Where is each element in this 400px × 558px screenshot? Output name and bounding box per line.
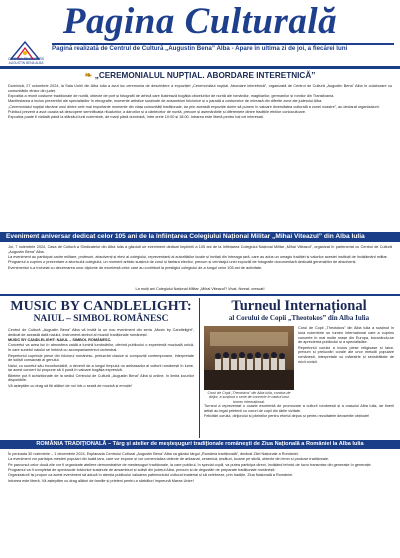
masthead-title: Pagina Culturală [62,1,338,42]
band2-text: ROMÂNIA TRADIȚIONALĂ – Târg și atelier de meșteșuguri tradiționale româneşti de Ziua Națională a României la Alba Iulia [36,441,364,447]
article1-body [8,84,392,230]
article5-paragraph: Pe parcursul celor două zile vor fi organizate ateliere demonstrative de meșteșuguri tradiționale, la care publicul, în special copiii, va putea participa direct, învățând tehnici de lucru transmise din generație în generație. [8,462,372,467]
article1-title: „CEREMONIALUL NUPȚIAL. ABORDARE INTERETNICĂ” [94,71,316,80]
traditional-fair-headline-band [0,440,400,449]
article3-paragraph: Repertoriul cuprinde piese din folclorul românesc, prelucrări clasice și compoziții contemporane, interpretate de soliști consacrați ai genului. [8,353,194,363]
article4-paragraph: Turneul a reprezentat o ocazie excelentă de promovare a culturii românești și a orașului Alba Iulia, iar tinerii artiști au legat prietenii cu coruri de copii din țările vizitate. [204,404,394,413]
article3-subtitle: NAIUL – SIMBOL ROMÂNESC [33,314,169,324]
article3-paragraph: Biletele pot fi achiziționate de la sediul Centrului de Cultură „Augustin Bena” Alba și online, în limita locurilor disponibile. [8,373,194,383]
article1-paragraph: Duminică, 27 octombrie 2024, la Sala Unirii din Alba Iulia a avut loc ceremonia de deschidere a expoziției „Ceremonialul nupțial. Abordare interetnică”, organizată de Centrul de Cultură „Augustin Bena” Alba în colaborare cu comunitățile etnice din județ. [8,84,392,93]
article4-paragraph: Corul de Copii „Theotokos” din Alba Iulia a susținut în luna noiembrie un turneu internațional care a cuprins concerte în mai multe orașe din Europa, bucurându-se de aprecierea publicului și a specialiștilor. [298,326,394,345]
article4-intro [298,326,394,392]
article3-paragraph: Centrul de Cultură „Augustin Bena” Alba vă invită la un nou eveniment din seria „Music by Candlelight”, dedicat de această dată naiului, instrument-simbol al muzicii tradiționale românești. [8,328,194,337]
article5-paragraph: În perioada 30 noiembrie – 1 decembrie 2024, Esplanada Centrului Cultural „Augustin Bena” Alba va găzdui târgul „România tradițională”, dedicat Zilei Naționale a României. [8,452,299,456]
article2-body [8,245,392,285]
article3-paragraph: Vă așteptăm cu drag să fiți alături de noi într-o seară de muzică și emoție! [8,383,132,388]
article2-paragraph: Programul a cuprins o prezentare a istoricului colegiului, un moment artistic susținut de corul și fanfara elevilor, precum și vernisajul unei expoziții de fotografie documentară dedicată generațiilor de absolvenți. [8,260,357,265]
article5-paragraph: Programul va fi completat de spectacole folclorice susținute de ansambluri și soliști din județul Alba, precum și de degustări de preparate tradiționale românești. [8,468,276,473]
article1-heading [0,70,400,81]
article5-paragraph: Intrarea este liberă. Vă așteptăm cu drag alături de familie și prieteni pentru a sărbători împreună Marea Unire! [8,478,194,483]
choir-photo-image [204,326,294,390]
article4-body [204,404,394,438]
article3-title: MUSIC BY CANDLELIGHT: [10,299,192,314]
article1-paragraph: Expoziția poate fi vizitată până la sfârșitul lunii noiembrie, de marți până duminică, între orele 10:00 și 18:00. Intrarea este liberă pentru toți cei interesați. [8,115,264,120]
article2-paragraph: Evenimentul s-a încheiat cu decernarea unor diplome de excelență celor care au contribuit la prestigiul colegiului de-a lungul celor 105 ani de activitate. [8,265,263,270]
article4-title: Turneul Internațional [231,298,367,314]
article4-subtitle: al Corului de Copii „Theotokos” din Alba Iulia [228,314,370,322]
article4-paragraph: Felicitări corului, dirijorului și părinților pentru efortul depus și pentru rezultatele deosebite obținute! [204,414,370,419]
band1-text: Eveniment aniversar dedicat celor 105 ani de la înființarea Colegiului Național Militar „Mihai Viteazul” din Alba Iulia [6,233,365,240]
article1-paragraph: Manifestarea a inclus prezentări ale specialiștilor în etnografie, momente artistice susținute de ansambluri folclorice și o paradă a costumelor de mireasă din diferite zone ale județului Alba. [8,99,323,104]
article1-paragraph: „Ceremonialul nupțial rămâne unul dintre cele mai importante momente din viața comunității tradiționale, iar prin această expoziție dorim să punem în valoare diversitatea culturală a zonei noastre”, au declarat organizatorii. [8,104,380,109]
fleuron-icon: ❧ [84,70,95,80]
article3-paragraph: Concertul va avea loc în atmosfera caldă a luminii lumânărilor, oferind publicului o experiență muzicală unică, în care sunetul naiului se îmbină cu acompaniamentul orchestral. [8,343,194,353]
choir-photo [204,326,294,390]
article4-paragraph: Repertoriul corului a inclus piese religioase și laice, precum și prelucrări corale ale unor melodii populare românești, interpretate cu măiestrie și sensibilitate de micii coriști. [298,345,394,364]
article2-paragraph: Joi, 7 noiembrie 2024, Casa de Cultură a Sindicatelor din Alba Iulia a găzduit un eveniment dedicat împlinirii a 105 ani de la înființarea Colegiului Național Militar „Mihai Viteazul”, organizat în parteneriat cu Centrul de Cultură „Augustin Bena” Alba. [8,245,392,254]
article3-paragraph: Naiul, cu sunetul său inconfundabil, a devenit de-a lungul timpului un ambasador al culturii românești în lume, iar acest concert își propune să îi pună în valoare bogăția expresivă. [8,363,194,373]
masthead [0,0,400,64]
article3-body [8,328,194,436]
section-divider [0,294,400,296]
article1-paragraph: Publicul prezent a avut ocazia să descopere semnificația ritualurilor, a darurilor și a cântecelor de nuntă, precum și asemănările și diferențele dintre tradițiile etniilor conlocuitoare. [8,110,306,115]
logo-label: CENTRUL DE CULTURĂ AUGUSTIN BENA ALBA [8,57,44,65]
article2-paragraph: La eveniment au participat cadre militare, profesori, absolvenți și elevi ai colegiului, reprezentanți ai autorităților locale și invitați din întreaga țară, care au adus un omagiu tradiției și valorilor acestei instituții de învățământ militar. [8,255,388,260]
article5-paragraph: Organizatorii își propun ca acest eveniment să aducă în atenția publicului valoarea patrimoniului cultural imaterial și să celebreze, prin tradiție, Ziua Națională a României. [8,473,294,478]
article3-paragraph: MUSIC BY CANDLELIGHT: NAIUL – SIMBOL ROMÂNESC. [8,338,112,343]
section-divider [0,66,400,69]
article1-paragraph: Expoziția a reunit costume tradiționale de nuntă, obiecte de port și fotografii de arhivă care ilustrează bogăția obiceiurilor de nuntă ale românilor, maghiarilor, germanilor și romilor din Transilvania. [8,94,335,99]
column-divider [199,298,200,438]
choir-photo-caption: Corul de Copii „Theotokos” din Alba Iulia, condus de dirijor, a susținut o serie de concerte în cadrul unui turneu internațional. [207,391,291,404]
article5-paragraph: La eveniment vor participa meșteri populari din toată țara, care vor expune și vor comercializa obiecte de artizanat, ceramică, țesături, icoane pe sticlă, obiecte din lemn și produse tradiționale. [8,457,330,462]
anniversary-headline-band [0,232,400,242]
article2-footer: La mulți ani Colegiului Național Militar „Mihai Viteazul”! Vivat, floreat, crescat! [135,287,265,291]
article5-body [8,452,392,554]
masthead-subtitle: Pagină realizată de Centrul de Cultură „Augustin Bena” Alba - Apare în ultima zi de joi, a fiecărei luni [52,45,348,52]
